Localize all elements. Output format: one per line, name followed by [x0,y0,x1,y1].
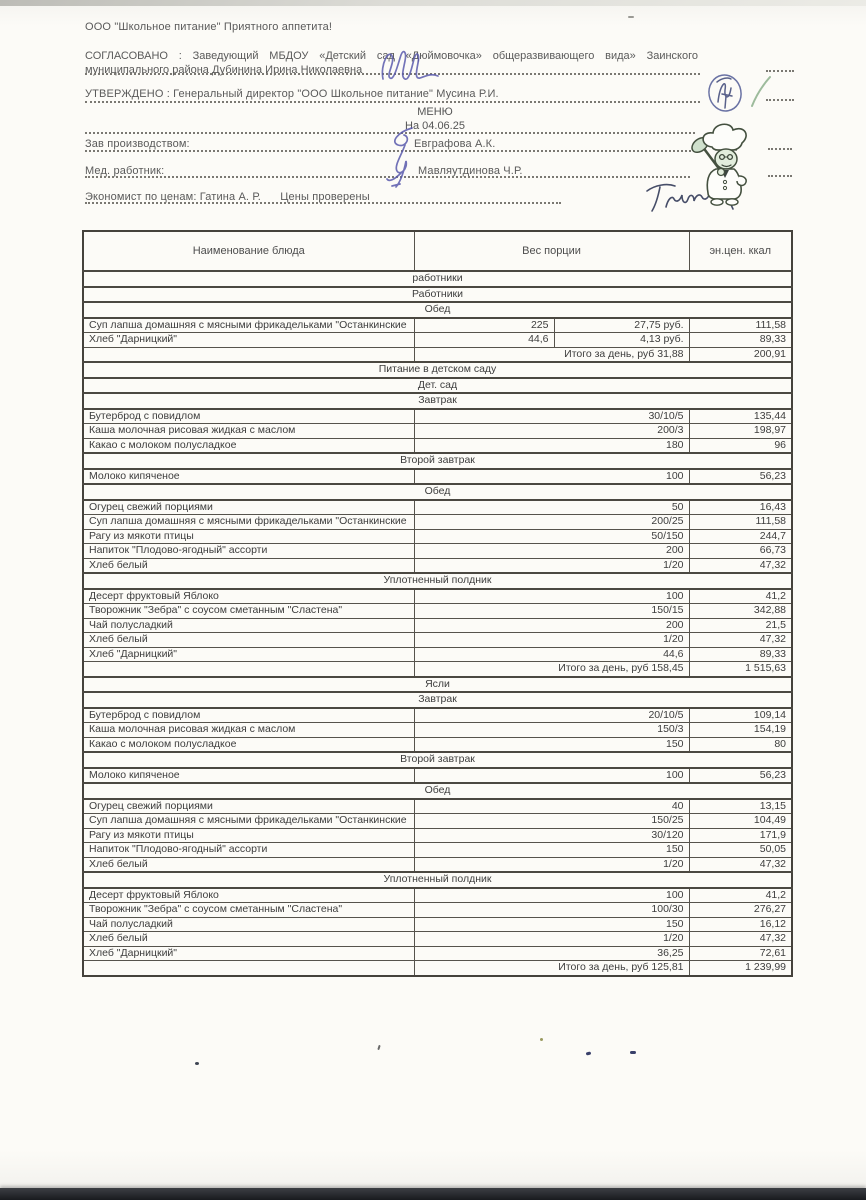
section-label-cell: Второй завтрак [83,752,792,768]
dish-name-cell [83,961,414,976]
production-signature-scribble [380,124,428,192]
dish-name-cell: Суп лапша домашняя с мясными фрикадельками "Останкинские [83,515,414,530]
dish-name-cell [83,662,414,677]
ink-speck [628,16,634,18]
kcal-cell: 50,05 [689,843,792,858]
dish-name-cell: Десерт фруктовый Яблоко [83,888,414,903]
dish-name-cell: Чай полусладкий [83,618,414,633]
dish-name-cell: Хлеб "Дарницкий" [83,946,414,961]
section-row [83,378,792,394]
kcal-cell: 342,88 [689,604,792,619]
company-header: ООО "Школьное питание" Приятного аппетита! [85,21,333,33]
kcal-cell: 13,15 [689,799,792,814]
kcal-cell: 1 239,99 [689,961,792,976]
kcal-cell: 21,5 [689,618,792,633]
kcal-cell: 16,12 [689,917,792,932]
section-label-cell: Обед [83,783,792,799]
dish-name-cell: Хлеб белый [83,932,414,947]
chef-mascot-illustration [687,120,765,208]
dish-name-cell: Каша молочная рисовая жидкая с маслом [83,723,414,738]
weight-cell: 1/20 [414,633,689,648]
total-row [83,347,792,362]
section-row [83,573,792,589]
item-row [83,828,792,843]
approved-signature-circle [698,66,776,116]
table-header-row [83,231,792,271]
section-label-cell: Питание в детском саду [83,362,792,378]
kcal-cell: 56,23 [689,469,792,485]
section-row [83,872,792,888]
agreed-line1: СОГЛАСОВАНО : Заведующий МБДОУ «Детский сад «Дюймовочка» общеразвивающего вида» Заинского [85,50,698,62]
kcal-cell: 171,9 [689,828,792,843]
weight-cell: 150 [414,843,689,858]
section-row [83,302,792,318]
dish-name-cell: Каша молочная рисовая жидкая с маслом [83,424,414,439]
dish-name-cell: Хлеб белый [83,558,414,573]
weight-cell: 150 [414,917,689,932]
weight-cell: 100/30 [414,903,689,918]
kcal-cell: 16,43 [689,500,792,515]
item-row [83,917,792,932]
section-label-cell: Уплотненный полдник [83,872,792,888]
kcal-cell: 111,58 [689,515,792,530]
price-cell: 4,13 руб. [554,333,689,348]
item-row [83,409,792,424]
total-row [83,662,792,677]
dish-name-cell: Огурец свежий порциями [83,799,414,814]
item-row [83,318,792,333]
ink-speck [377,1045,380,1050]
dish-name-cell: Хлеб белый [83,633,414,648]
weight-cell: 40 [414,799,689,814]
ink-speck [586,1051,592,1055]
item-row [83,888,792,903]
kcal-cell: 41,2 [689,589,792,604]
dish-name-cell: Хлеб "Дарницкий" [83,333,414,348]
kcal-cell: 47,32 [689,932,792,947]
kcal-cell: 244,7 [689,529,792,544]
menu-table [82,230,793,977]
section-label-cell: Дет. сад [83,378,792,394]
kcal-cell: 111,58 [689,318,792,333]
production-manager-name: Евграфова А.К. [414,138,496,150]
weight-cell: 50/150 [414,529,689,544]
production-manager-label: Зав производством: [85,138,190,150]
approved-line: УТВЕРЖДЕНО : Генеральный директор "ООО Школьное питание" Мусина Р.И. [85,88,499,100]
item-row [83,723,792,738]
agreed-signature-scribble [376,42,442,86]
dish-name-cell: Суп лапша домашняя с мясными фрикадельками "Останкинские [83,318,414,333]
item-row [83,799,792,814]
dotted-line-stub [768,175,792,177]
item-row [83,469,792,485]
menu-title: МЕНЮ [417,106,453,118]
header-portion-weight: Вес порции [414,231,689,271]
total-label-cell: Итого за день, руб 158,45 [414,662,689,677]
kcal-cell: 96 [689,438,792,453]
kcal-cell: 154,19 [689,723,792,738]
menu-table-body [83,271,792,976]
weight-cell: 20/10/5 [414,708,689,723]
section-label-cell: Обед [83,484,792,500]
weight-cell: 225 [414,318,554,333]
ink-speck [195,1062,199,1065]
dish-name-cell: Молоко кипяченое [83,768,414,784]
section-label-cell: Уплотненный полдник [83,573,792,589]
section-row [83,677,792,693]
weight-cell: 200/25 [414,515,689,530]
dotted-line-stub [768,148,792,150]
section-label-cell: Обед [83,302,792,318]
section-label-cell: Завтрак [83,393,792,409]
section-label-cell: Второй завтрак [83,453,792,469]
kcal-cell: 1 515,63 [689,662,792,677]
section-label-cell: работники [83,271,792,287]
kcal-cell: 47,32 [689,633,792,648]
section-row [83,271,792,287]
item-row [83,529,792,544]
dish-name-cell: Бутерброд с повидлом [83,708,414,723]
dish-name-cell: Какао с молоком полусладкое [83,737,414,752]
item-row [83,737,792,752]
section-row [83,752,792,768]
weight-cell: 200/3 [414,424,689,439]
item-row [83,500,792,515]
header-dish-name: Наименование блюда [83,231,414,271]
dish-name-cell: Хлеб "Дарницкий" [83,647,414,662]
dish-name-cell: Творожник "Зебра" с соусом сметанным "Сластена" [83,903,414,918]
item-row [83,708,792,723]
section-label-cell: Завтрак [83,692,792,708]
dish-name-cell: Огурец свежий порциями [83,500,414,515]
weight-cell: 150/15 [414,604,689,619]
dish-name-cell: Суп лапша домашняя с мясными фрикадельками "Останкинские [83,814,414,829]
item-row [83,814,792,829]
dish-name-cell: Рагу из мякоти птицы [83,828,414,843]
weight-cell: 30/120 [414,828,689,843]
dish-name-cell: Молоко кипяченое [83,469,414,485]
weight-cell: 44,6 [414,333,554,348]
dish-name-cell: Напиток "Плодово-ягодный" ассорти [83,843,414,858]
section-row [83,783,792,799]
kcal-cell: 104,49 [689,814,792,829]
weight-cell: 1/20 [414,558,689,573]
dish-name-cell: Хлеб белый [83,857,414,872]
item-row [83,558,792,573]
weight-cell: 150/3 [414,723,689,738]
dish-name-cell: Творожник "Зебра" с соусом сметанным "Сластена" [83,604,414,619]
kcal-cell: 89,33 [689,333,792,348]
item-row [83,438,792,453]
prices-checked-note: Цены проверены [280,191,370,203]
ink-speck [630,1051,636,1054]
medical-worker-name: Мавляутдинова Ч.Р. [418,165,523,177]
dish-name-cell: Какао с молоком полусладкое [83,438,414,453]
total-row [83,961,792,976]
section-row [83,393,792,409]
weight-cell: 200 [414,544,689,559]
kcal-cell: 72,61 [689,946,792,961]
item-row [83,544,792,559]
weight-cell: 1/20 [414,932,689,947]
item-row [83,633,792,648]
kcal-cell: 89,33 [689,647,792,662]
kcal-cell: 198,97 [689,424,792,439]
dotted-line [85,202,561,204]
item-row [83,333,792,348]
kcal-cell: 276,27 [689,903,792,918]
item-row [83,857,792,872]
kcal-cell: 41,2 [689,888,792,903]
dotted-line [85,101,700,103]
agreed-line2: муниципального района Дубинина Ирина Николаевна [85,64,363,76]
dish-name-cell: Бутерброд с повидлом [83,409,414,424]
item-row [83,589,792,604]
weight-cell: 100 [414,768,689,784]
weight-cell: 44,6 [414,647,689,662]
dish-name-cell [83,347,414,362]
weight-cell: 100 [414,469,689,485]
section-row [83,484,792,500]
total-label-cell: Итого за день, руб 125,81 [414,961,689,976]
ink-speck [540,1038,543,1041]
menu-date: На 04.06.25 [405,120,465,132]
weight-cell: 1/20 [414,857,689,872]
item-row [83,946,792,961]
kcal-cell: 200,91 [689,347,792,362]
section-row [83,453,792,469]
total-label-cell: Итого за день, руб 31,88 [414,347,689,362]
weight-cell: 150 [414,737,689,752]
weight-cell: 50 [414,500,689,515]
scan-edge-top [0,0,866,6]
header-energy-kcal: эн.цен. ккал [689,231,792,271]
item-row [83,768,792,784]
section-label-cell: Ясли [83,677,792,693]
item-row [83,932,792,947]
scan-edge-bottom [0,1188,866,1200]
kcal-cell: 56,23 [689,768,792,784]
economist-label: Экономист по ценам: Гатина А. Р. [85,191,261,203]
kcal-cell: 135,44 [689,409,792,424]
kcal-cell: 109,14 [689,708,792,723]
weight-cell: 100 [414,589,689,604]
section-row [83,287,792,303]
item-row [83,903,792,918]
dish-name-cell: Напиток "Плодово-ягодный" ассорти [83,544,414,559]
price-cell: 27,75 руб. [554,318,689,333]
section-row [83,692,792,708]
weight-cell: 200 [414,618,689,633]
item-row [83,647,792,662]
weight-cell: 36,25 [414,946,689,961]
kcal-cell: 66,73 [689,544,792,559]
dish-name-cell: Чай полусладкий [83,917,414,932]
dish-name-cell: Десерт фруктовый Яблоко [83,589,414,604]
weight-cell: 30/10/5 [414,409,689,424]
section-label-cell: Работники [83,287,792,303]
medical-worker-label: Мед. работник: [85,165,165,177]
kcal-cell: 47,32 [689,558,792,573]
weight-cell: 150/25 [414,814,689,829]
kcal-cell: 80 [689,737,792,752]
item-row [83,843,792,858]
item-row [83,604,792,619]
item-row [83,618,792,633]
section-row [83,362,792,378]
item-row [83,515,792,530]
item-row [83,424,792,439]
dish-name-cell: Рагу из мякоти птицы [83,529,414,544]
kcal-cell: 47,32 [689,857,792,872]
weight-cell: 100 [414,888,689,903]
weight-cell: 180 [414,438,689,453]
